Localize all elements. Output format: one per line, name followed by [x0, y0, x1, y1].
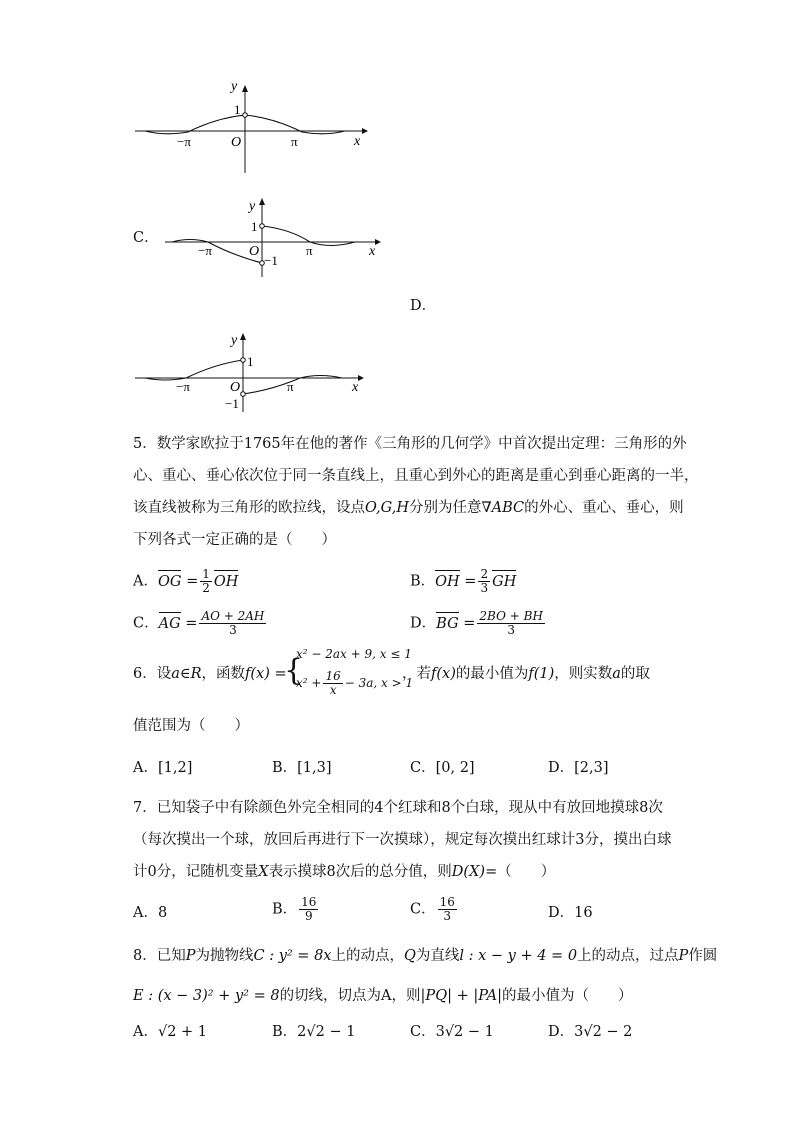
q7-line3: 计0分，记随机变量X表示摸球8次后的总分值，则D(X)=（ ）: [133, 864, 556, 880]
q7-line2: （每次摸出一个球，放回后再进行下一次摸球），规定每次摸出红球计3分，摸出白球: [133, 832, 672, 848]
open-point-top: [241, 358, 246, 363]
piecewise-brace: {: [284, 653, 304, 688]
q5-option-b: B．OH = $\frac{2}{3}$ GH: [410, 567, 517, 595]
x-label: x: [354, 134, 361, 149]
y-label: y: [231, 333, 238, 348]
q6-line1-pre: 6．设a∈R，函数f(x) =: [133, 666, 287, 682]
q8-option-d: D．3√2 − 2: [548, 1024, 633, 1040]
q6-line1-post: ，若f(x)的最小值为f(1)，则实数a的取: [402, 666, 650, 682]
x-label: x: [352, 380, 359, 395]
tick-neg-1: −1: [225, 396, 239, 411]
x-axis-arrow: [375, 239, 381, 245]
q5-option-a: A．OG = $\frac{1}{2}$ OH: [133, 567, 239, 595]
q7-option-a: A．8: [133, 905, 168, 921]
tick-pi: π: [291, 134, 298, 149]
q6-option-b: B．[1,3]: [272, 760, 332, 776]
q7-line1: 7．已知袋子中有除颜色外完全相同的4个红球和8个白球，现从中有放回地摸球8次: [133, 800, 663, 816]
tick-1: 1: [234, 102, 241, 117]
q6-case1: x² − 2ax + 9, x ≤ 1: [296, 647, 412, 661]
tick-pi: π: [306, 243, 313, 258]
tick-1: 1: [251, 219, 258, 234]
q5-line3: 该直线被称为三角形的欧拉线，设点O,G,H分别为任意∇ABC的外心、重心、垂心，则: [133, 500, 684, 516]
q7-option-d: D．16: [548, 905, 593, 921]
origin-label: O: [230, 380, 241, 395]
y-label: y: [249, 199, 256, 214]
q8-line1: 8．已知P为抛物线C : y² = 8x上的动点，Q为直线l : x − y + 4 = 0上的动点，过点P作圆: [133, 948, 718, 964]
y-axis-arrow: [259, 198, 265, 205]
q8-option-a: A．√2 + 1: [133, 1024, 208, 1040]
option-d-label: D．: [410, 298, 437, 314]
tick-neg-pi: −π: [177, 134, 191, 149]
q5-option-c: C．AG = $\frac{AO + 2AH}{3}$: [133, 609, 265, 637]
tick-pi: π: [287, 379, 294, 394]
x-label: x: [369, 244, 376, 259]
q8-option-c: C．3√2 − 1: [410, 1024, 494, 1040]
curve-left: [145, 360, 243, 380]
q6-case2: x² + $\frac{16}{x}$ − 3a, x > 1: [296, 669, 414, 697]
q7-option-c: C． $\frac{16}{3}$: [410, 895, 455, 923]
y-label: y: [231, 79, 238, 94]
option-c-label: C．: [133, 230, 159, 246]
q5-line4: 下列各式一定正确的是（ ）: [133, 532, 336, 548]
q8-line2: E : (x − 3)² + y² = 8的切线，切点为A，则|PQ| + |PA|的最小值为（ ）: [133, 988, 633, 1004]
q6-line2: 值范围为（ ）: [133, 718, 249, 734]
open-point-top: [260, 224, 265, 229]
q6-option-d: D．[2,3]: [548, 760, 609, 776]
q5-line1: 5．数学家欧拉于1765年在他的著作《三角形的几何学》中首次提出定理：三角形的外: [133, 436, 687, 452]
origin-label: O: [231, 135, 242, 150]
graph-c: [160, 195, 390, 285]
tick-1: 1: [247, 354, 254, 369]
q6-option-a: A．[1,2]: [133, 760, 193, 776]
graph-1: [130, 78, 380, 178]
q5-option-d: D．BG = $\frac{2BO + BH}{3}$: [410, 609, 543, 637]
q8-option-b: B．2√2 − 1: [272, 1024, 356, 1040]
y-axis-arrow: [242, 85, 248, 92]
origin-label: O: [249, 244, 260, 259]
x-axis-arrow: [358, 375, 364, 381]
graph-d: [130, 330, 380, 415]
q7-option-b: B． $\frac{16}{9}$: [272, 895, 317, 923]
tick-neg-pi: −π: [176, 379, 190, 394]
open-point: [243, 113, 248, 118]
q6-option-c: C．[0, 2]: [410, 760, 475, 776]
open-point-bottom: [241, 392, 246, 397]
y-axis-arrow: [240, 333, 246, 340]
q5-line2: 心、重心、垂心依次位于同一条直线上，且重心到外心的距离是重心到垂心距离的一半，: [133, 468, 699, 484]
tick-neg-1: −1: [264, 253, 278, 268]
x-axis-arrow: [362, 128, 368, 134]
tick-neg-pi: −π: [198, 243, 212, 258]
